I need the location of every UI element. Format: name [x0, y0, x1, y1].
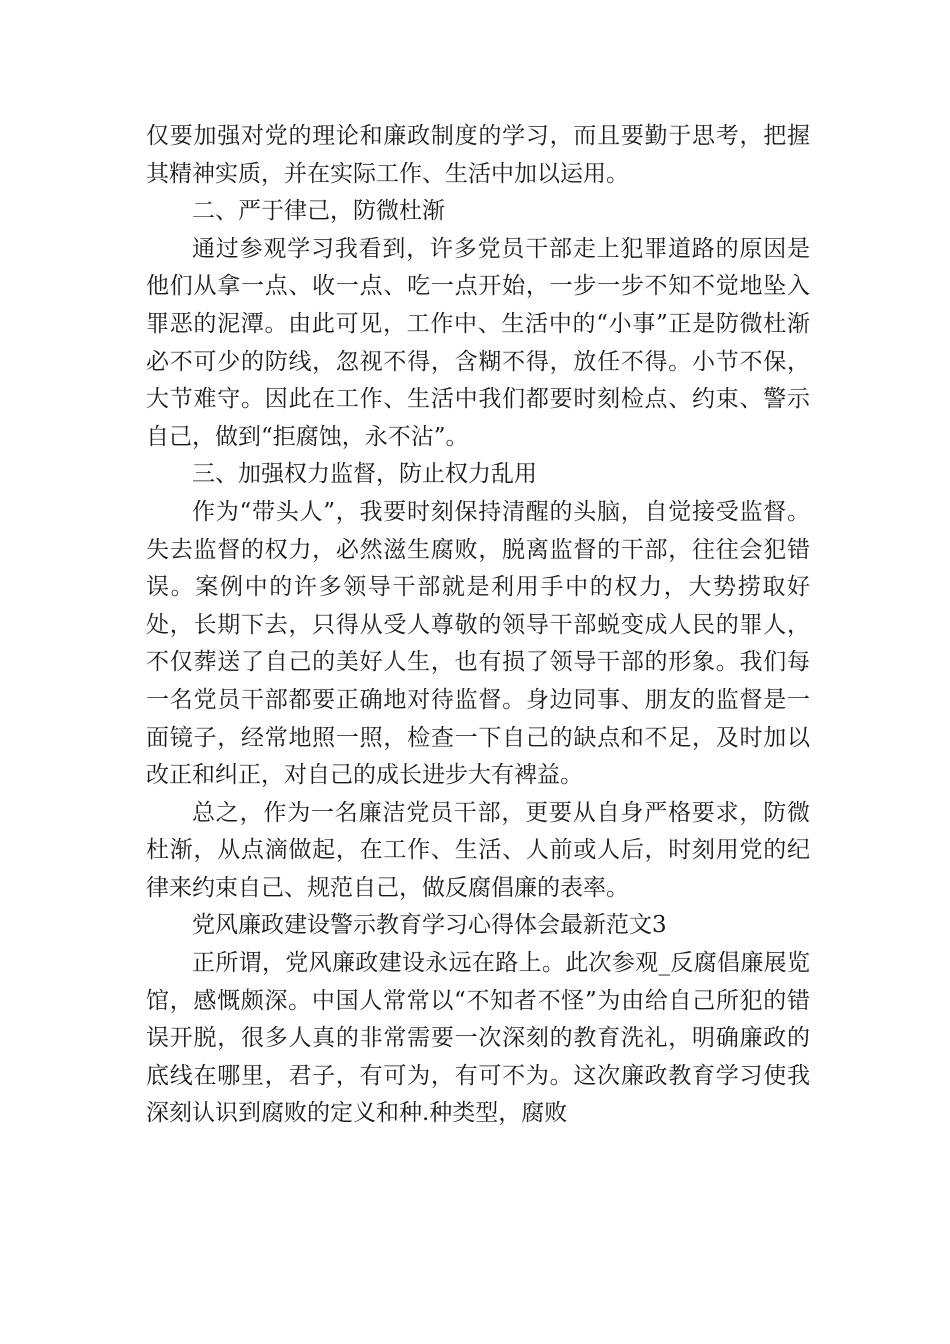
paragraph-essay-3: 正所谓，党风廉政建设永远在路上。此次参观_反腐倡廉展览馆，感慨颇深。中国人常常以“不知者不怪”为由给自己所犯的错误开脱，很多人真的非常需要一次深刻的教育洗礼，明确廉政的底线在哪里，君子，有可为，有可不为。这次廉政教育学习使我深刻认识到腐败的定义和种.种类型，腐败 [146, 950, 810, 1127]
section-heading-2: 二、严于律己，防微杜渐 [192, 198, 445, 225]
essay-3-title: 党风廉政建设警示教育学习心得体会最新范文3 [192, 912, 667, 939]
section-heading-3: 三、加强权力监督，防止权力乱用 [192, 461, 537, 488]
paragraph-section-2: 通过参观学习我看到，许多党员干部走上犯罪道路的原因是他们从拿一点、收一点、吃一点开始，一步一步不知不觉地坠入罪恶的泥潭。由此可见，工作中、生活中的“小事”正是防微杜渐必不可少的防线，忽视不得，含糊不得，放任不得。小节不保，大节难守。因此在工作、生活中我们都要时刻检点、约束、警示自己，做到“拒腐蚀，永不沾”。 [146, 235, 810, 450]
paragraph-section-3: 作为“带头人”，我要时刻保持清醒的头脑，自觉接受监督。失去监督的权力，必然滋生腐败，脱离监督的干部，往往会犯错误。案例中的许多领导干部就是利用手中的权力，大势捞取好处，长期下去，只得从受人尊敬的领导干部蜕变成人民的罪人，不仅葬送了自己的美好人生，也有损了领导干部的形象。我们每一名党员干部都要正确地对待监督。身边同事、朋友的监督是一面镜子，经常地照一照，检查一下自己的缺点和不足，及时加以改正和纠正，对自己的成长进步大有裨益。 [146, 498, 810, 789]
paragraph-continuation: 仅要加强对党的理论和廉政制度的学习，而且要勤于思考，把握其精神实质，并在实际工作、生活中加以运用。 [146, 123, 810, 187]
document-body [146, 118, 810, 1133]
paragraph-conclusion: 总之，作为一名廉洁党员干部，更要从自身严格要求，防微杜渐，从点滴做起，在工作、生活、人前或人后，时刻用党的纪律来约束自己、规范自己，做反腐倡廉的表率。 [146, 799, 810, 901]
